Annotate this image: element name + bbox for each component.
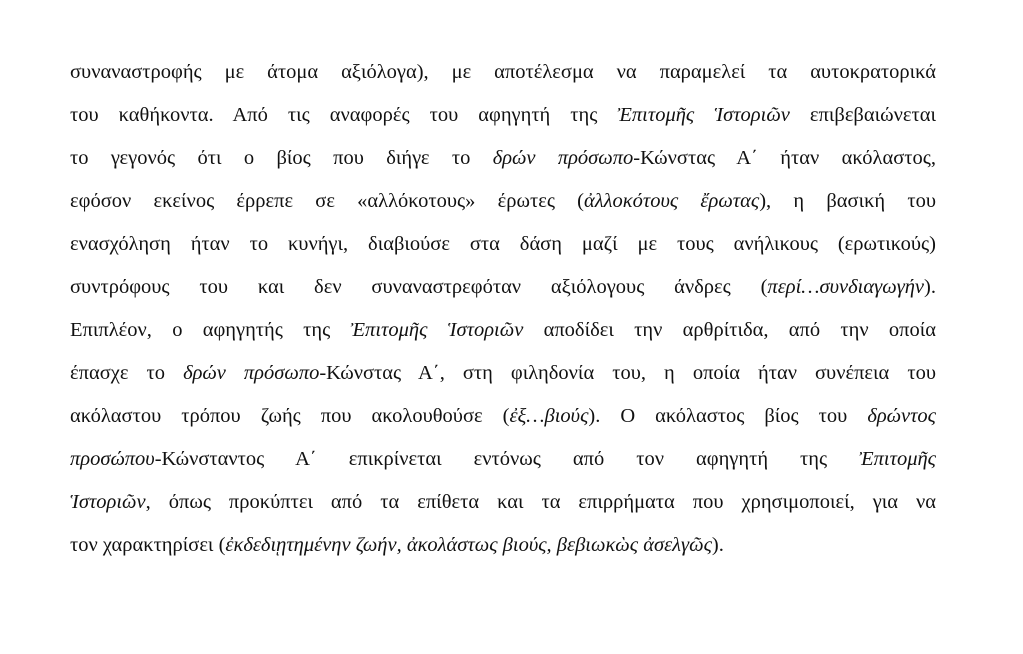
- text-segment: επιβεβαιώνεται: [789, 104, 936, 126]
- text-segment: ). Ο ακόλαστος βίος του: [588, 405, 868, 427]
- text-segment: έπασχε το: [70, 362, 184, 384]
- text-segment: ).: [711, 534, 724, 556]
- text-line: [70, 56, 936, 99]
- italic-text-segment: προσώπου: [70, 448, 155, 470]
- text-line: [70, 357, 936, 400]
- text-line: [70, 486, 936, 529]
- text-segment: το γεγονός ότι ο βίος που διήγε το: [70, 147, 493, 169]
- text-line: [70, 400, 936, 443]
- text-segment: ακόλαστου τρόπου ζωής που ακολουθούσε (: [70, 405, 510, 427]
- text-segment: ενασχόληση ήταν το κυνήγι, διαβιούσε στα δάση μαζί με τους ανήλικους (ερωτικούς): [70, 233, 936, 255]
- italic-text-segment: Ἐπιτομῆς Ἱστοριῶν: [350, 319, 524, 341]
- italic-text-segment: δρών πρόσωπο: [183, 362, 320, 384]
- text-segment: , όπως προκύπτει από τα επίθετα και τα επιρρήματα που χρησιμοποιεί, για να: [145, 491, 936, 513]
- text-line: [70, 185, 936, 228]
- italic-text-segment: δρώντος: [867, 405, 936, 427]
- italic-text-segment: ἐκδεδιῃτημένην ζωήν, ἀκολάστως βιούς, βεβιωκὼς ἀσελγῶς: [225, 534, 712, 556]
- text-segment: συναναστροφής με άτομα αξιόλογα), με αποτέλεσμα να παραμελεί τα αυτοκρατορικά: [70, 61, 936, 83]
- text-segment: ).: [924, 276, 936, 298]
- italic-text-segment: περί…συνδιαγωγήν: [767, 276, 925, 298]
- paragraph: [70, 56, 936, 572]
- text-segment: Επιπλέον, ο αφηγητής της: [70, 319, 351, 341]
- text-line: [70, 142, 936, 185]
- text-segment: ), η βασική του: [759, 190, 936, 212]
- text-line: [70, 529, 936, 572]
- text-segment: -Κώνσταντος Α΄ επικρίνεται εντόνως από τον αφηγητή της: [154, 448, 860, 470]
- text-segment: συντρόφους του και δεν συναναστρεφόταν αξιόλογους άνδρες (: [70, 276, 768, 298]
- text-line: [70, 271, 936, 314]
- italic-text-segment: Ἐπιτομῆς: [859, 448, 936, 470]
- text-line: [70, 314, 936, 357]
- text-segment: αποδίδει την αρθρίτιδα, από την οποία: [523, 319, 937, 341]
- italic-text-segment: ἀλλοκότους ἔρωτας: [584, 190, 760, 212]
- italic-text-segment: δρών πρόσωπο: [492, 147, 634, 169]
- text-segment: -Κώνστας Α΄ ήταν ακόλαστος,: [633, 147, 936, 169]
- text-line: [70, 228, 936, 271]
- italic-text-segment: Ἐπιτομῆς Ἱστοριῶν: [617, 104, 790, 126]
- document-page: [70, 56, 936, 572]
- text-segment: του καθήκοντα. Από τις αναφορές του αφηγητή της: [70, 104, 618, 126]
- italic-text-segment: Ἱστοριῶν: [70, 491, 146, 513]
- text-segment: τον χαρακτηρίσει (: [70, 534, 226, 556]
- text-segment: -Κώνστας Α΄, στη φιληδονία του, η οποία ήταν συνέπεια του: [319, 362, 936, 384]
- text-line: [70, 443, 936, 486]
- italic-text-segment: ἐξ…βιούς: [509, 405, 589, 427]
- text-segment: εφόσον εκείνος έρρεπε σε «αλλόκοτους» έρωτες (: [70, 190, 584, 212]
- text-line: [70, 99, 936, 142]
